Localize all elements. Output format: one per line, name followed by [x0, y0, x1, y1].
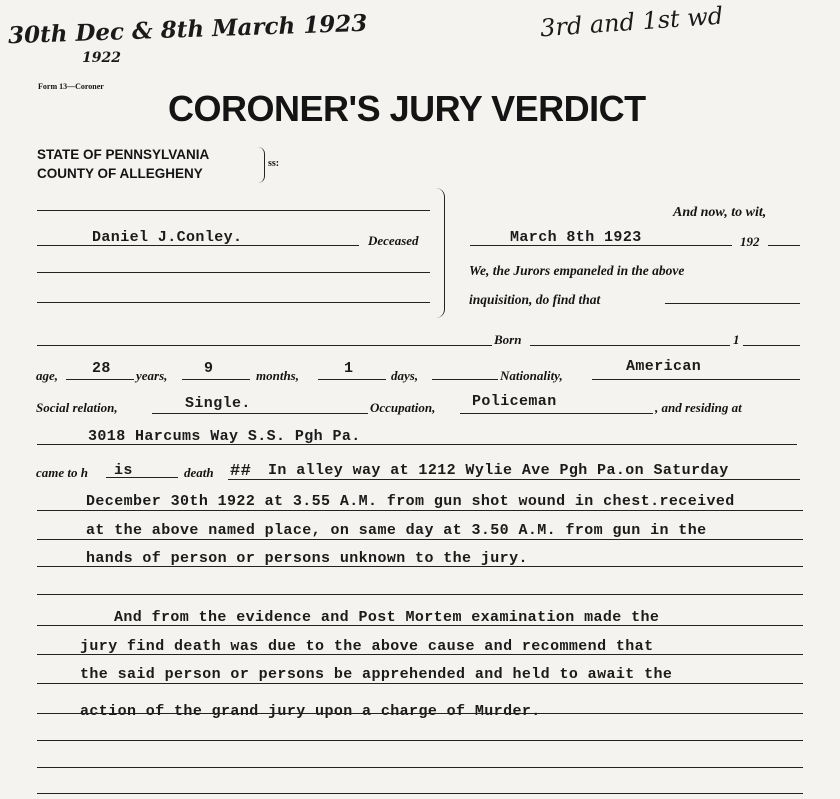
age-days: 1	[344, 360, 354, 377]
born-line	[530, 345, 730, 346]
finding-text-1: And from the evidence and Post Mortem examination made the	[114, 609, 660, 626]
death-strike-mark: ##	[230, 462, 252, 481]
verdict-date: March 8th 1923	[510, 229, 642, 246]
death-label: death	[184, 465, 214, 480]
finding-line-4	[37, 713, 803, 714]
deceased-label: Deceased	[368, 233, 419, 248]
handwritten-year: 1922	[82, 50, 121, 66]
age-months-line	[182, 379, 250, 380]
nationality-line	[592, 379, 800, 380]
occupation-value: Policeman	[472, 393, 557, 410]
handwritten-ward: 3rd and 1st wd	[539, 1, 725, 43]
nationality-value: American	[626, 358, 702, 375]
county-label: COUNTY OF ALLEGHENY	[37, 166, 203, 181]
and-now-label: And now, to wit,	[673, 205, 767, 220]
year-line	[768, 245, 800, 246]
age-years-line	[66, 379, 134, 380]
blank-line	[37, 210, 430, 211]
days-label: days,	[391, 368, 419, 383]
pronoun-line	[106, 477, 178, 478]
age-months: 9	[204, 360, 214, 377]
born-year-prefix: 1	[733, 332, 740, 347]
age-days-line	[318, 379, 386, 380]
nationality-pre-line	[432, 379, 498, 380]
born-label: Born	[494, 332, 522, 347]
pronoun-value: is	[114, 462, 133, 479]
blank-line	[37, 272, 430, 273]
years-label: years,	[136, 368, 168, 383]
jurors-text-1: We, the Jurors empaneled in the above	[469, 263, 685, 278]
find-line	[665, 303, 800, 304]
born-blank-line	[37, 345, 492, 346]
year-prefix: 192	[740, 234, 760, 249]
blank-line	[37, 793, 803, 794]
venue-brace	[258, 147, 265, 183]
deceased-line	[37, 245, 359, 246]
finding-text-3: the said person or persons be apprehended and held to await the	[80, 666, 673, 683]
verdict-date-line	[470, 245, 732, 246]
finding-line-3	[37, 683, 803, 684]
blank-line	[37, 767, 803, 768]
ss-label: ss:	[268, 158, 280, 169]
blank-line	[37, 594, 803, 595]
state-label: STATE OF PENNSYLVANIA	[37, 147, 210, 162]
section-brace	[436, 188, 445, 318]
finding-text-4: action of the grand jury upon a charge of Murder.	[80, 703, 541, 720]
residence-line	[37, 444, 797, 445]
death-circumstances-1: In alley way at 1212 Wylie Ave Pgh Pa.on Saturday	[268, 462, 729, 479]
occupation-line	[460, 413, 653, 414]
nationality-label: Nationality,	[500, 368, 563, 383]
came-to-label: came to h	[36, 465, 88, 480]
finding-line-2	[37, 654, 803, 655]
death-circumstances-2: December 30th 1922 at 3.55 A.M. from gun shot wound in chest.received	[86, 493, 735, 510]
deceased-name: Daniel J.Conley.	[92, 229, 243, 246]
occupation-label: Occupation,	[370, 400, 436, 415]
death-line-1	[228, 479, 800, 480]
social-relation-label: Social relation,	[36, 400, 118, 415]
age-years: 28	[92, 360, 111, 377]
months-label: months,	[256, 368, 299, 383]
handwritten-dates: 30th Dec & 8th March 1923	[7, 9, 368, 50]
blank-line	[37, 302, 430, 303]
finding-line-1	[37, 625, 803, 626]
residing-label: , and residing at	[655, 400, 742, 415]
form-number: Form 13—Coroner	[38, 82, 104, 91]
death-line-4	[37, 566, 803, 567]
finding-text-2: jury find death was due to the above cause and recommend that	[80, 638, 654, 655]
jurors-text-2: inquisition, do find that	[469, 292, 601, 307]
death-circumstances-4: hands of person or persons unknown to the jury.	[86, 550, 528, 567]
death-circumstances-3: at the above named place, on same day at 3.50 A.M. from gun in the	[86, 522, 707, 539]
death-line-3	[37, 539, 803, 540]
blank-line	[37, 740, 803, 741]
page-title: CORONER'S JURY VERDICT	[168, 88, 646, 129]
death-line-2	[37, 510, 803, 511]
social-relation-line	[152, 413, 368, 414]
social-relation-value: Single.	[185, 395, 251, 412]
age-label: age,	[36, 368, 59, 383]
born-year-line	[743, 345, 800, 346]
residence-value: 3018 Harcums Way S.S. Pgh Pa.	[88, 428, 361, 445]
